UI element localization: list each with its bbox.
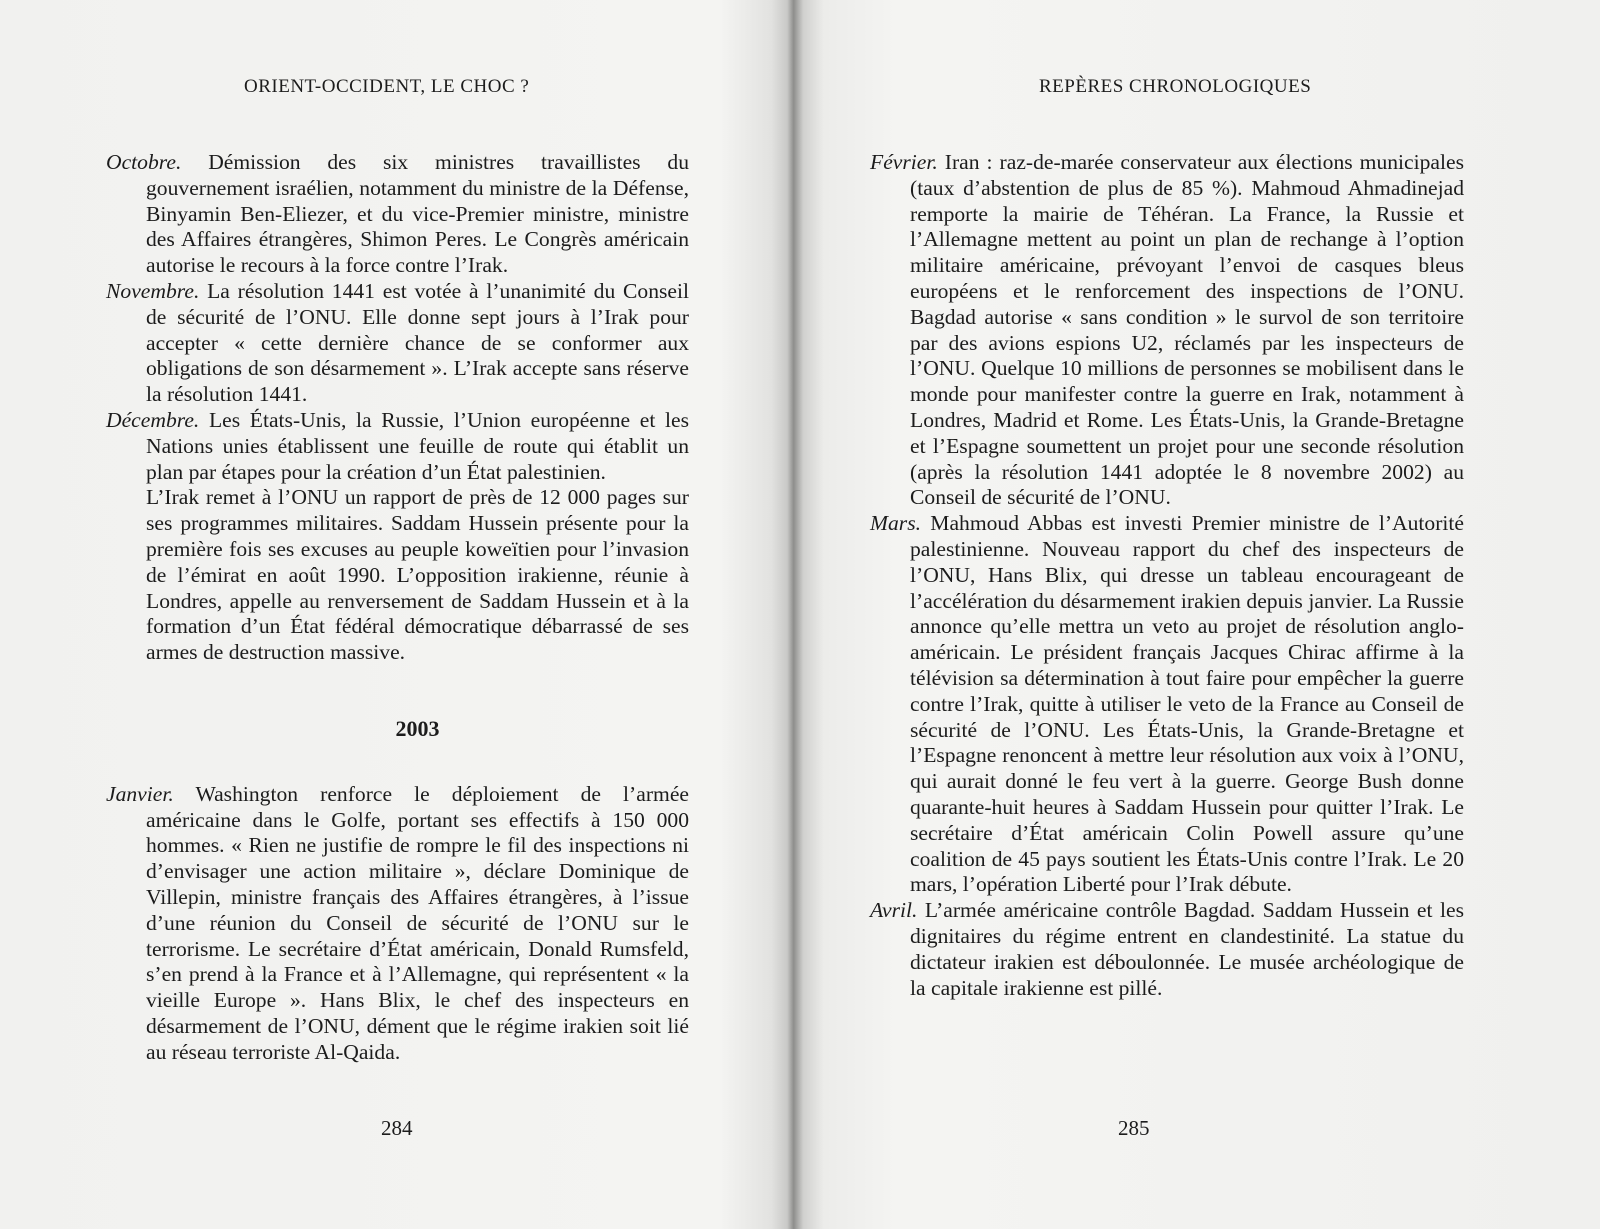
entry-text: Démission des six ministres travaillistes du gouvernement israélien, notamment du ministre de la Défense, Binyamin Ben-Eliezer, et du vice-Premier ministre, ministre des Affaires étrangères, Shimon Peres. Le Congrès américain autorise le recours à la force contre l’Irak. xyxy=(146,150,689,278)
chronology-entry-octobre xyxy=(106,150,689,279)
right-running-head-text: REPÈRES CHRONOLOGIQUES xyxy=(1039,76,1312,97)
chronology-entry-fevrier xyxy=(870,150,1464,511)
chronology-entry-janvier xyxy=(106,782,689,1066)
entry-month: Décembre. xyxy=(106,407,200,432)
chronology-entry-novembre xyxy=(106,279,689,408)
chronology-entry-decembre-continued: L’Irak remet à l’ONU un rapport de près de 12 000 pages sur ses programmes militaires. Saddam Hussein présente pour la première fois ses excuses au peuple koweïtien pour l’invasion de l’émirat en août 1990. L’opposition irakienne, réunie à Londres, appelle au renversement de Saddam Hussein et à la formation d’un État fédéral démocratique débarrassé de ses armes de destruction massive. xyxy=(146,485,689,665)
chronology-entry-mars xyxy=(870,511,1464,898)
right-page-text xyxy=(870,150,1464,1001)
left-page xyxy=(0,0,790,1229)
left-page-number: 284 xyxy=(381,1116,413,1140)
entry-month: Février. xyxy=(870,150,938,174)
right-page xyxy=(800,0,1600,1229)
entry-month: Mars. xyxy=(870,511,921,536)
entry-text: Les États-Unis, la Russie, l’Union européenne et les Nations unies établissent une feuille de route qui établit un plan par étapes pour la création d’un État palestinien. xyxy=(146,407,689,484)
entry-text: Washington renforce le déploiement de l’armée américaine dans le Golfe, portant ses effectifs à 150 000 hommes. « Rien ne justifie de rompre le fil des inspections ni d’envisager une action militaire », déclare Dominique de Villepin, ministre français des Affaires étrangères, à l’issue d’une réunion du Conseil de sécurité de l’ONU sur le terrorisme. Le secrétaire d’État américain, Donald Rumsfeld, s’en prend à la France et à l’Allemagne, qui représentent « la vieille Europe ». Hans Blix, le chef des inspecteurs en désarmement de l’ONU, dément que le régime irakien soit lié au réseau terroriste Al-Qaida. xyxy=(146,781,689,1064)
entry-text: La résolution 1441 est votée à l’unanimité du Conseil de sécurité de l’ONU. Elle donne sept jours à l’Irak pour accepter « cette dernière chance de se conformer aux obligations de son désarmement ». L’Irak accepte sans réserve la résolution 1441. xyxy=(146,278,689,407)
left-page-text xyxy=(106,150,689,1066)
entry-month: Novembre. xyxy=(106,278,200,303)
entry-month: Octobre. xyxy=(106,150,182,174)
entry-text: L’armée américaine contrôle Bagdad. Saddam Hussein et les dignitaires du régime entrent en clandestinité. La statue du dictateur irakien est déboulonnée. Le musée archéologique de la capitale irakienne est pillé. xyxy=(910,898,1464,1000)
chronology-entry-avril xyxy=(870,898,1464,1001)
entry-month: Avril. xyxy=(870,898,918,923)
chronology-entry-decembre xyxy=(106,408,689,485)
entry-text: Iran : raz-de-marée conservateur aux élections municipales (taux d’abstention de plus de 85 %). Mahmoud Ahmadinejad remporte la mairie de Téhéran. La France, la Russie et l’Allemagne mettent au point un plan de rechange à l’option militaire américaine, prévoyant l’envoi de casques bleus européens et le renforcement des inspections de l’ONU. Bagdad autorise « sans condition » le survol de son territoire par des avions espions U2, réclamés par les inspecteurs de l’ONU. Quelque 10 millions de personnes se mobilisent dans le monde pour manifester contre la guerre en Irak, notamment à Londres, Madrid et Rome. Les États-Unis, la Grande-Bretagne et l’Espagne soumettent un projet pour une seconde résolution (après la résolution 1441 adoptée le 8 novembre 2002) au Conseil de sécurité de l’ONU. xyxy=(910,150,1464,510)
left-running-head-text: ORIENT-OCCIDENT, LE CHOC ? xyxy=(244,76,530,97)
year-heading: 2003 xyxy=(395,715,440,741)
entry-month: Janvier. xyxy=(106,781,174,806)
right-page-number: 285 xyxy=(1118,1116,1150,1140)
entry-text: Mahmoud Abbas est investi Premier ministre de l’Autorité palestinienne. Nouveau rapport du chef des inspecteurs de l’ONU, Hans Blix, qui dresse un tableau encourageant de l’accélération du désarmement irakien depuis janvier. La Russie annonce qu’elle mettra un veto au projet de résolution anglo-américain. Le président français Jacques Chirac affirme à la télévision sa détermination à tout faire pour empêcher la guerre contre l’Irak, quitte à utiliser le veto de la France au Conseil de sécurité de l’ONU. Les États-Unis, la Grande-Bretagne et l’Espagne renoncent à mettre leur résolution aux voix à l’ONU, qui aurait donné le feu vert à la guerre. George Bush donne quarante-huit heures à Saddam Hussein pour quitter l’Irak. Le secrétaire d’État américain Colin Powell assure qu’une coalition de 45 pays soutient les États-Unis contre l’Irak. Le 20 mars, l’opération Liberté pour l’Irak débute. xyxy=(910,511,1464,897)
